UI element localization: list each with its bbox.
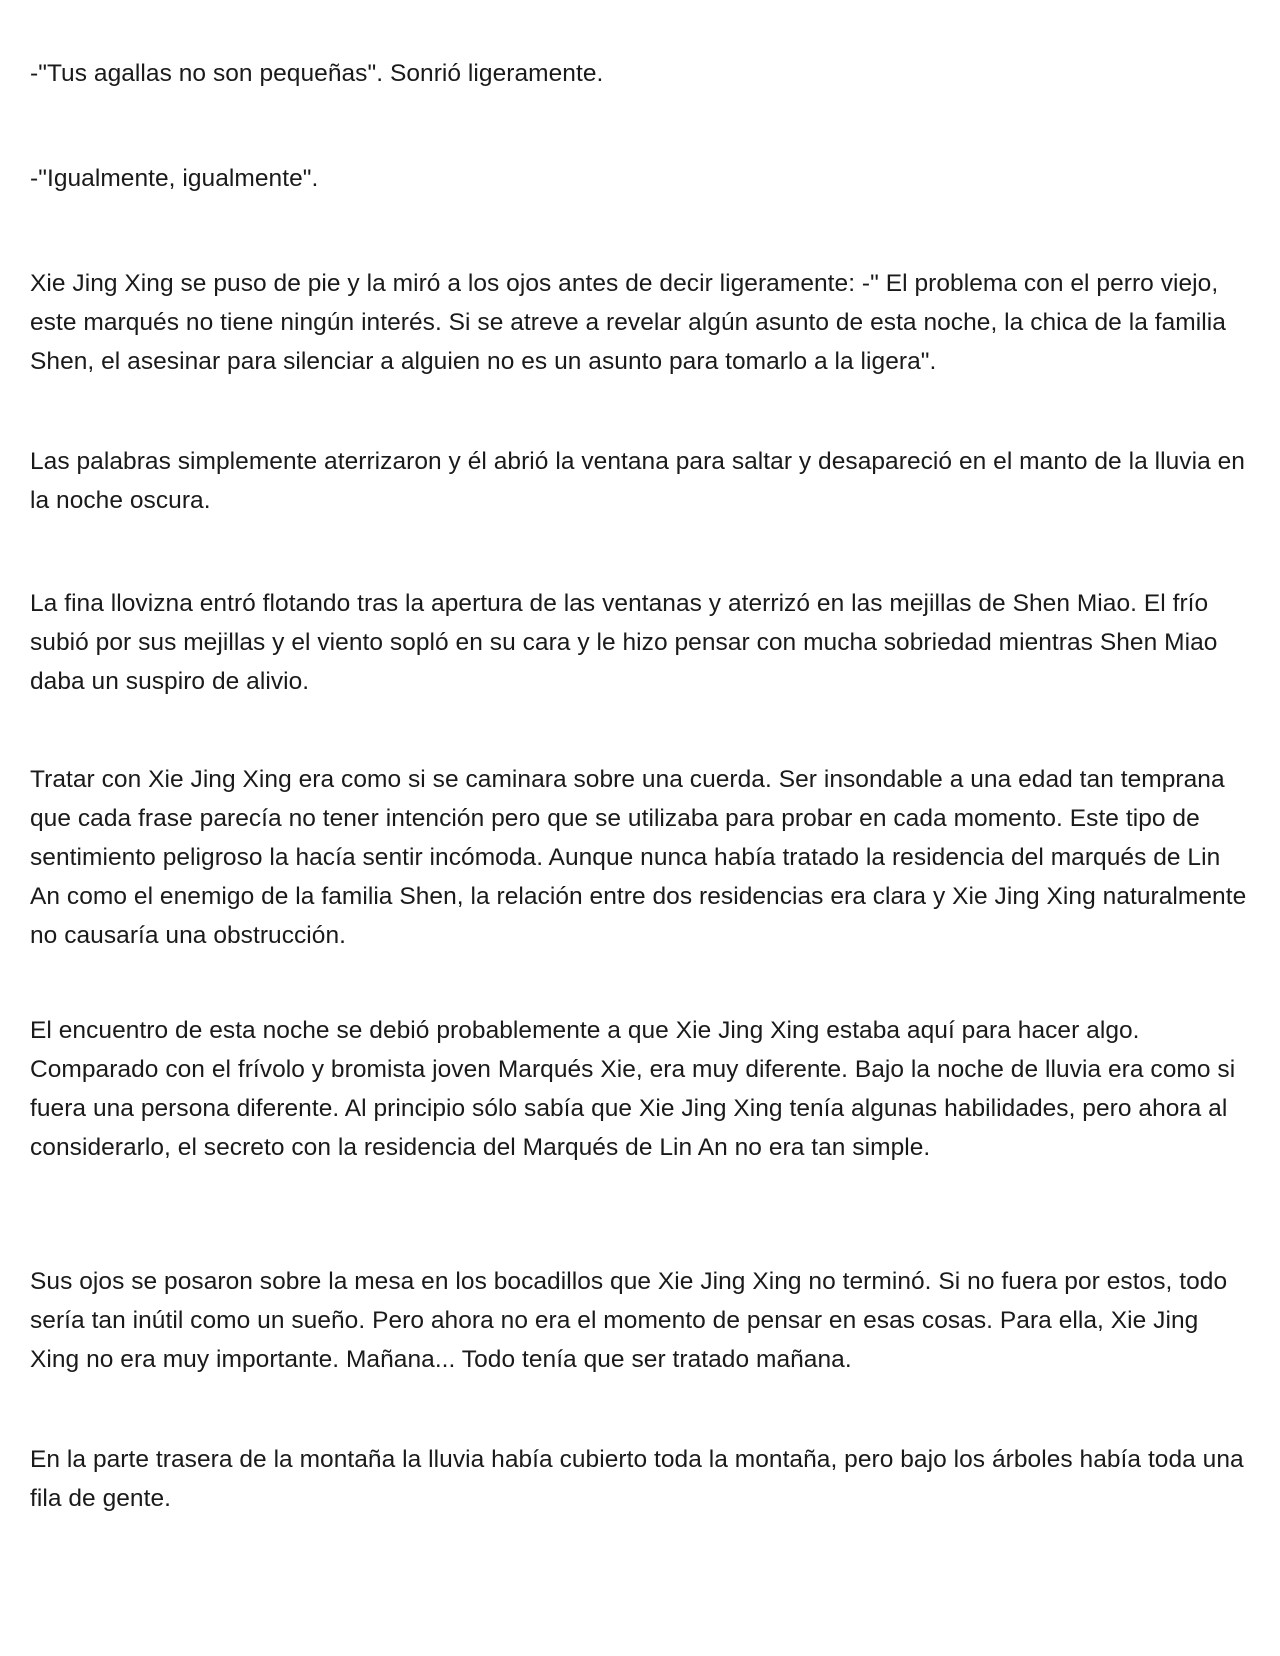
paragraph-1: -"Tus agallas no son pequeñas". Sonrió ligeramente. [30, 60, 604, 87]
paragraph-4: Las palabras simplemente aterrizaron y él abrió la ventana para saltar y desapareció en el manto de la lluvia en la noche oscura. [30, 448, 1245, 514]
paragraph-7: El encuentro de esta noche se debió probablemente a que Xie Jing Xing estaba aquí para hacer algo. Comparado con el frívolo y bromista joven Marqués Xie, era muy diferente. Bajo la noche de lluvia era como si fuera una persona diferente. Al principio sólo sabía que Xie Jing Xing tenía algunas habilidades, pero ahora al considerarlo, el secreto con la residencia del Marqués de Lin An no era tan simple. [30, 1017, 1236, 1161]
paragraph-3: Xie Jing Xing se puso de pie y la miró a los ojos antes de decir ligeramente: -" El problema con el perro viejo, este marqués no tiene ningún interés. Si se atreve a revelar algún asunto de esta noche, la chica de la familia Shen, el asesinar para silenciar a alguien no es un asunto para tomarlo a la ligera". [30, 270, 1226, 375]
paragraph-2: -"Igualmente, igualmente". [30, 165, 319, 192]
paragraph-8: Sus ojos se posaron sobre la mesa en los bocadillos que Xie Jing Xing no terminó. Si no fuera por estos, todo sería tan inútil como un sueño. Pero ahora no era el momento de pensar en esas cosas. Para ella, Xie Jing Xing no era muy importante. Mañana... Todo tenía que ser tratado mañana. [30, 1268, 1228, 1373]
paragraph-5: La fina llovizna entró flotando tras la apertura de las ventanas y aterrizó en las mejillas de Shen Miao. El frío subió por sus mejillas y el viento sopló en su cara y le hizo pensar con mucha sobriedad mientras Shen Miao daba un suspiro de alivio. [30, 590, 1218, 695]
paragraph-9: En la parte trasera de la montaña la lluvia había cubierto toda la montaña, pero bajo los árboles había toda una fila de gente. [30, 1446, 1244, 1512]
paragraph-6: Tratar con Xie Jing Xing era como si se caminara sobre una cuerda. Ser insondable a una edad tan temprana que cada frase parecía no tener intención pero que se utilizaba para probar en cada momento. Este tipo de sentimiento peligroso la hacía sentir incómoda. Aunque nunca había tratado la residencia del marqués de Lin An como el enemigo de la familia Shen, la relación entre dos residencias era clara y Xie Jing Xing naturalmente no causaría una obstrucción. [30, 766, 1247, 949]
